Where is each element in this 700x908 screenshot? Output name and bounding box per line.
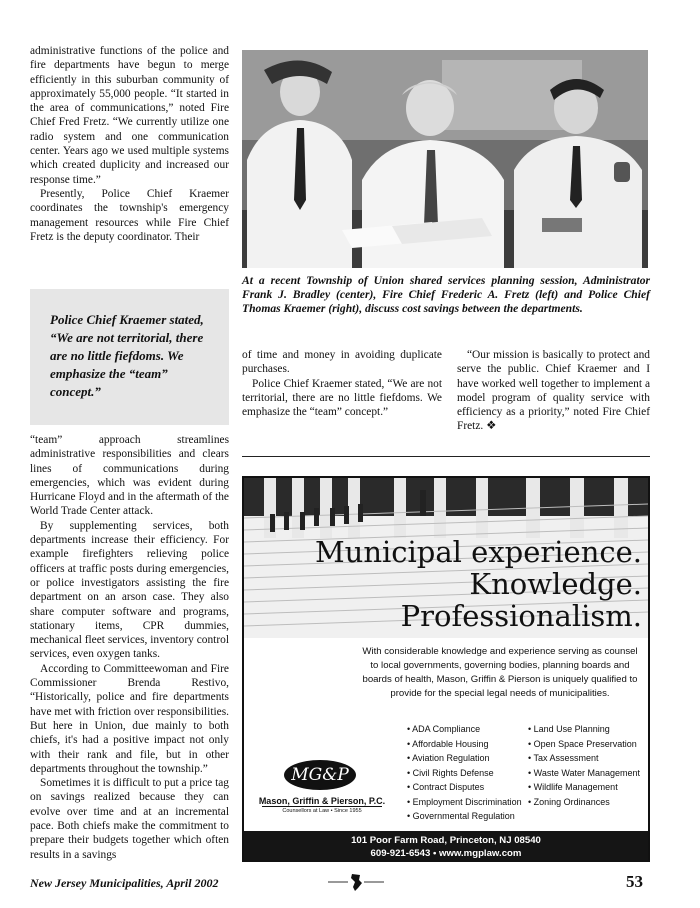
- article-column-left-top: [30, 44, 229, 244]
- article-paragraph: “Our mission is basically to protect and serve the public. Chief Kraemer and I have worked well together to implement a model program of quality service with efficiency as a priority,” noted Fire Chief Fretz. ❖: [457, 349, 650, 433]
- ad-intro-text: With considerable knowledge and experience serving as counsel to local governments, governing bodies, planning boards and boards of health, Mason, Griffin & Pierson is uniquely qualified to provide for the special legal needs of municipalities.: [362, 646, 638, 699]
- article-paragraph: By supplementing services, both departments increase their efficiency. For example firefighters relieving police officers at traffic posts during emergencies, or police investigators assisting the fire department on an arson case. They also share computer software and programs, stationary items, CPR dummies, mechanical fleet services, inventory control services, even oxygen tanks.: [30, 519, 229, 661]
- article-paragraph: According to Committeewoman and Fire Commissioner Brenda Restivo, “Historically, police and fire departments have met with friction over responsibilities. But here in Union, due mainly to both chiefs, it's had a positive impact not only with their rank and file, but in other departments throughout the township.”: [30, 662, 229, 775]
- pull-quote-box: [30, 289, 229, 425]
- firm-tagline: Counsellors at Law • Since 1955: [282, 808, 362, 814]
- ad-headline-line: Professionalism.: [400, 599, 642, 633]
- service-item: • ADA Compliance: [407, 722, 522, 737]
- article-column-left-bottom: [30, 433, 229, 862]
- service-item: • Waste Water Management: [528, 766, 640, 781]
- ad-headline: [244, 536, 642, 632]
- firm-address: 101 Poor Farm Road, Princeton, NJ 08540: [351, 835, 541, 846]
- service-item: • Wildlife Management: [528, 780, 640, 795]
- ad-headline-line: Municipal experience.: [314, 535, 642, 569]
- article-paragraph: administrative functions of the police and fire departments have begun to merge efficiently in this suburban community of approximately 55,000 people. “It started in the area of communications,” noted Fire Chief Fred Fretz. “We currently utilize one radio system and one communication center. Years ago we used multiple systems which created duplicity and increased our response time.”: [30, 45, 229, 186]
- firm-name-rule: [262, 806, 382, 807]
- firm-contact: 609-921-6543 • www.mgplaw.com: [370, 848, 522, 859]
- service-item: • Civil Rights Defense: [407, 766, 522, 781]
- service-item: • Aviation Regulation: [407, 751, 522, 766]
- service-item: • Land Use Planning: [528, 722, 640, 737]
- service-item: • Contract Disputes: [407, 780, 522, 795]
- article-paragraph: Presently, Police Chief Kraemer coordinates the township's emergency management resources while Fire Chief Fretz is the deputy coordinator. Their: [30, 187, 229, 243]
- service-item: • Tax Assessment: [528, 751, 640, 766]
- publication-footer: New Jersey Municipalities, April 2002: [30, 876, 219, 890]
- new-jersey-state-icon: [328, 872, 384, 892]
- article-paragraph: Police Chief Kraemer stated, “We are not territorial, there are no little fiefdoms. We emphasize the “team” concept.”: [242, 377, 442, 419]
- service-item: • Affordable Housing: [407, 737, 522, 752]
- article-column-right: [457, 348, 650, 434]
- services-list-left: [407, 722, 522, 824]
- service-item: • Employment Discrimination: [407, 795, 522, 810]
- service-item: • Governmental Regulation: [407, 809, 522, 824]
- pull-quote-text: Police Chief Kraemer stated, “We are not territorial, there are no little fiefdoms. We emphasize the “team” concept.”: [50, 312, 204, 399]
- ad-headline-line: Knowledge.: [469, 567, 642, 601]
- firm-logo: MG&P: [284, 760, 356, 790]
- article-paragraph: “team” approach streamlines administrative responsibilities and clears lines of communications during emergencies, which was evident during Hurricane Floyd and in the aftermath of the World Trade Center attack.: [30, 434, 229, 518]
- article-column-middle: [242, 348, 442, 419]
- firm-name: Mason, Griffin & Pierson, P.C.: [258, 796, 386, 806]
- law-firm-advertisement: [242, 476, 650, 862]
- ad-contact-bar: [244, 831, 648, 860]
- page-number: 53: [626, 872, 643, 891]
- service-item: • Zoning Ordinances: [528, 795, 640, 810]
- article-paragraph: of time and money in avoiding duplicate purchases.: [242, 349, 442, 376]
- meeting-photo-image: [242, 50, 648, 268]
- meeting-photo: [242, 50, 648, 268]
- service-item: • Open Space Preservation: [528, 737, 640, 752]
- photo-caption: At a recent Township of Union shared services planning session, Administrator Frank J. Bradley (center), Fire Chief Frederic A. Fretz (left) and Police Chief Thomas Kraemer (right), discuss cost savings between the departments.: [242, 274, 650, 315]
- services-list-right: [528, 722, 640, 809]
- article-paragraph: Sometimes it is difficult to put a price tag on savings realized because they can evolve over time and at an incremental pace. Both chiefs make the commitment to prepare their budgets together which often results in a savings: [30, 777, 229, 861]
- ad-divider: [242, 456, 650, 457]
